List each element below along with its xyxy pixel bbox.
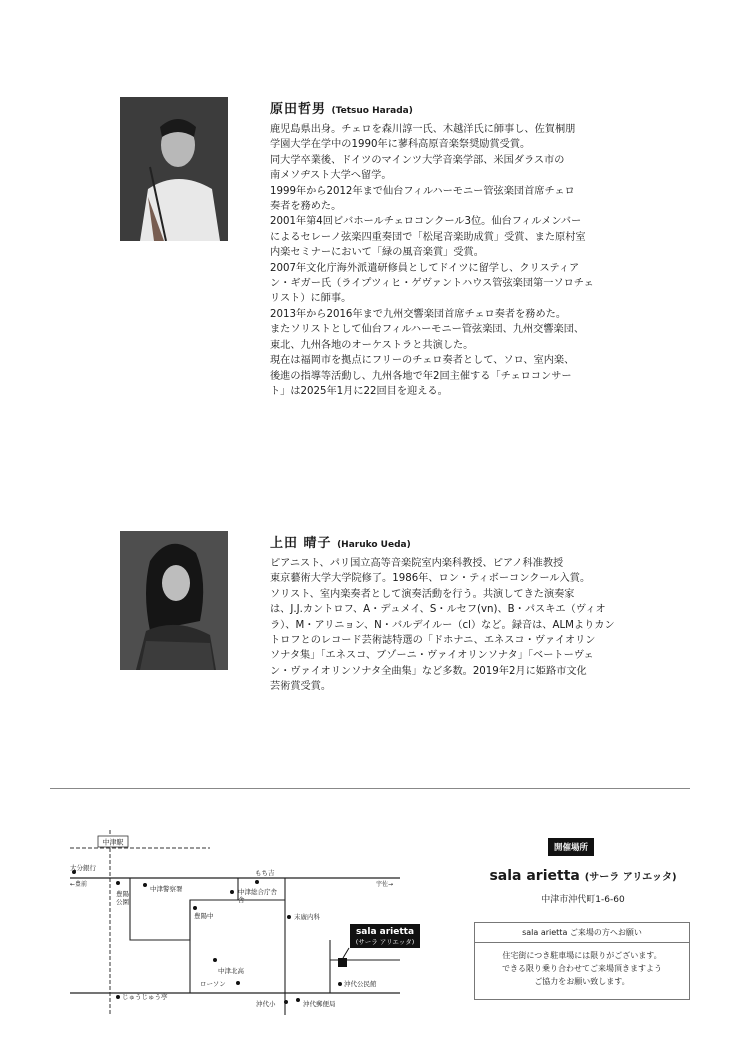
parking-notice <box>474 922 690 1000</box>
bio-line: 2001年第4回ビバホールチェロコンクール3位。仙台フィルメンバー <box>270 216 582 228</box>
notice-line: 住宅街につき駐車場には限りがございます。 <box>502 951 662 960</box>
bio-line: 東北、九州各地のオーケストラと共演した。 <box>270 339 474 351</box>
map-label-oita-bank: 大分銀行 <box>70 864 96 872</box>
station-label: 中津駅 <box>102 838 124 847</box>
map-label-gov: 中津総合庁舎 <box>238 888 277 896</box>
map-label-to-buzen: ←豊前 <box>70 881 88 888</box>
map-label-suehiro: 末廣内科 <box>294 913 320 921</box>
ueda-bio <box>270 556 615 695</box>
bio-line: 2013年から2016年まで九州交響楽団首席チェロ奏者を務めた。 <box>270 308 567 320</box>
harada-bio <box>270 122 594 399</box>
bio-line: は、J.J.カントロフ、A・デュメイ、S・ルセフ(vn)、B・パスキエ（ヴィオ <box>270 604 606 616</box>
bio-line: またソリストとして仙台フィルハーモニー管弦楽団、九州交響楽団、 <box>270 324 585 336</box>
bio-line: ソナタ集」「エネスコ、ブゾーニ・ヴァイオリンソナタ」「ベートーヴェ <box>270 650 594 662</box>
harada-romaji: (Tetsuo Harada) <box>331 106 413 116</box>
bio-line: 芸術賞受賞。 <box>270 681 332 693</box>
ueda-name <box>270 532 411 551</box>
notice-body <box>475 943 689 988</box>
bio-line: 奏者を務めた。 <box>270 201 342 213</box>
bio-line: 後進の指導等活動し、九州各地で年2回主催する「チェロコンサー <box>270 370 572 382</box>
venue-name-kana: (サーラ アリエッタ) <box>584 872 677 883</box>
map-label-toyo-jhs: 豊陽中 <box>194 912 214 920</box>
venue-badge: 開催場所 <box>548 838 594 856</box>
map-label-okishiro-es: 沖代小 <box>256 1000 276 1008</box>
map-label-to-usa: 宇佐→ <box>376 881 394 888</box>
venue-address: 中津市沖代町1-6-60 <box>541 895 625 905</box>
bio-line: 2007年文化庁海外派遣研修員としてドイツに留学し、クリスティア <box>270 262 580 274</box>
map-label-toyo-park-1: 豊陽 <box>116 890 129 898</box>
bio-line: リスト）に師事。 <box>270 293 352 305</box>
map-label-gov-2: 舎 <box>238 896 245 904</box>
bio-line: トロフとのレコード芸術誌特選の「ドホナニ、エネスコ・ヴァイオリン <box>270 635 596 647</box>
bio-line: ラ）、M・アリニョン、N・バルデイルー（cl）など。録音は、ALMよりカン <box>270 619 615 631</box>
map-venue-label-2: (サーラ アリエッタ) <box>355 938 415 946</box>
map-label-jujutei: じゅうじゅう亭 <box>122 993 168 1001</box>
map-label-lawson: ローソン <box>200 980 226 988</box>
access-map <box>60 830 430 1015</box>
map-label-kominkan: 沖代公民館 <box>344 980 377 988</box>
map-label-toyo-park-2: 公園 <box>116 898 129 906</box>
bio-line: 現在は福岡市を拠点にフリーのチェロ奏者として、ソロ、室内楽、 <box>270 355 575 367</box>
map-label-mochikichi: もち吉 <box>255 869 275 877</box>
ueda-photo <box>120 531 228 670</box>
harada-photo <box>120 97 228 241</box>
venue-name <box>476 868 690 884</box>
bio-line: ピアニスト、パリ国立高等音楽院室内楽科教授、ピアノ科准教授 <box>270 558 564 569</box>
bio-line: ソリスト、室内楽奏者として演奏活動を行う。共演してきた演奏家 <box>270 588 575 600</box>
map-label-police: 中津警察署 <box>150 885 183 893</box>
map-label-kita-hs: 中津北高 <box>218 967 244 975</box>
venue-marker <box>338 958 347 967</box>
bio-line: 同大学卒業後、ドイツのマインツ大学音楽学部、米国ダラス市の <box>270 154 565 166</box>
bio-line: 鹿児島県出身。チェロを森川諄一氏、木越洋氏に師事し、佐賀桐朋 <box>270 124 576 135</box>
bio-line: ン・ヴァイオリンソナタ全曲集」など多数。2019年2月に姫路市文化 <box>270 665 587 677</box>
harada-name <box>270 98 413 117</box>
bio-line: によるセレーノ弦楽四重奏団で「松尾音楽助成賞」受賞、また原村室 <box>270 231 586 243</box>
notice-line: できる限り乗り合わせてご来場頂きますよう <box>502 964 662 973</box>
bio-line: 東京藝術大学大学院修了。1986年、ロン・ティボーコンクール入賞。 <box>270 573 591 585</box>
bio-line: 1999年から2012年まで仙台フィルハーモニー管弦楽団首席チェロ <box>270 185 575 197</box>
map-venue-label-1: sala arietta <box>355 927 415 937</box>
bio-line: 学園大学在学中の1990年に蓼科高原音楽祭奨励賞受賞。 <box>270 139 531 151</box>
bio-line: 南メソヂスト大学へ留学。 <box>270 170 392 182</box>
harada-name-jp: 原田哲男 <box>270 102 327 117</box>
notice-line: ご協力をお願い致します。 <box>534 977 630 986</box>
bio-line: 内楽セミナーにおいて「緑の風音楽賞」受賞。 <box>270 247 484 259</box>
venue-name-en: sala arietta <box>489 868 580 884</box>
ueda-name-jp: 上田 晴子 <box>270 536 332 551</box>
section-divider <box>50 788 690 789</box>
map-label-post: 沖代郵便局 <box>303 1000 336 1008</box>
bio-line: ン・ギガー氏（ライプツィヒ・ゲヴァントハウス管弦楽団第一ソロチェ <box>270 278 594 290</box>
notice-title: sala arietta ご来場の方へお願い <box>475 923 689 943</box>
ueda-romaji: (Haruko Ueda) <box>337 540 411 550</box>
bio-line: ト」は2025年1月に22回目を迎える。 <box>270 385 448 397</box>
